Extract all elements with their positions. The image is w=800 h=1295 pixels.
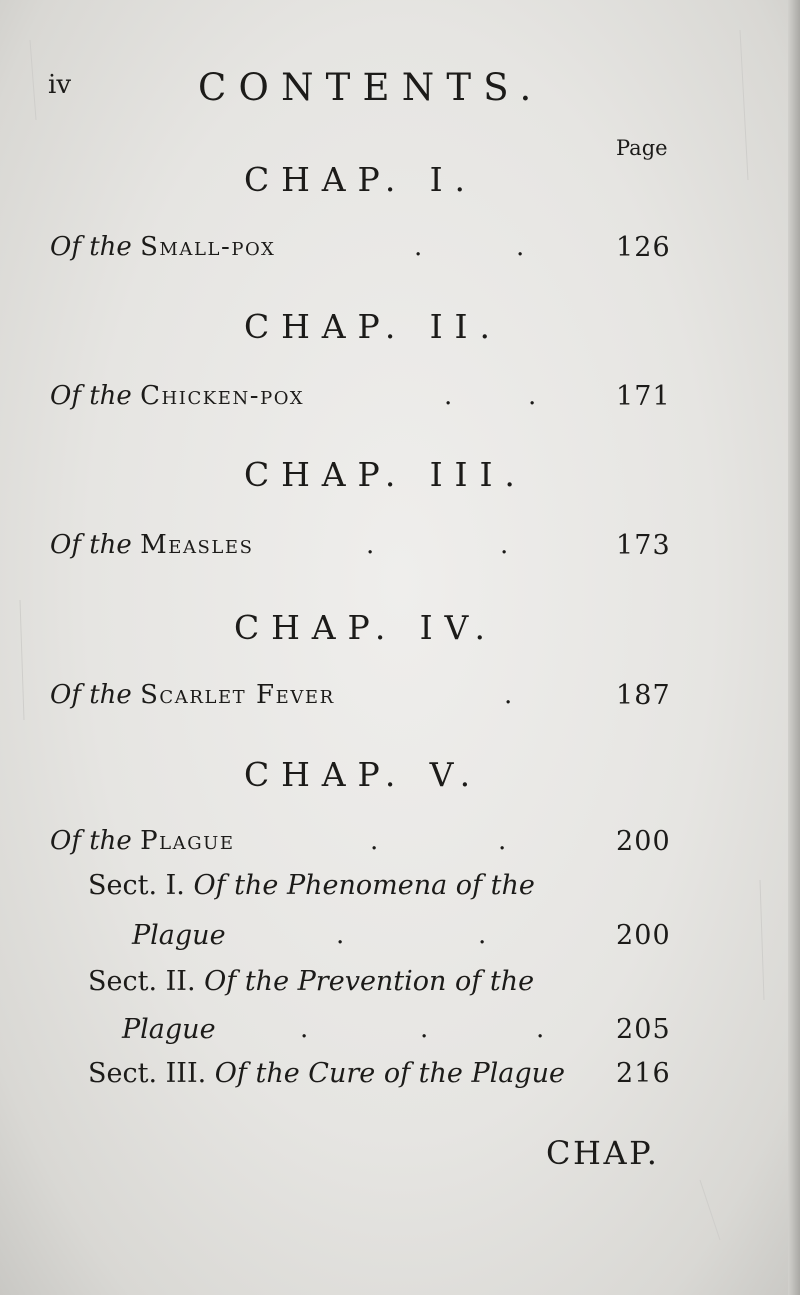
page-edge-shadow — [788, 0, 800, 1295]
leader-dot: . — [336, 920, 345, 950]
entry-title: Scarlet Fever — [140, 680, 335, 710]
leader-dot: . — [498, 826, 507, 856]
toc-entry — [50, 232, 275, 262]
entry-title: Measles — [140, 530, 254, 560]
entry-page-number: 187 — [616, 680, 671, 711]
section-label: Sect. II. — [88, 966, 196, 997]
entry-title: Chicken-pox — [140, 381, 305, 411]
leader-dot: . — [536, 1014, 545, 1044]
entry-prefix: Of the — [50, 680, 132, 710]
section-entry-continuation — [122, 1014, 216, 1045]
section-title-continued: Plague — [122, 1014, 216, 1045]
chapter-heading: CHAP. IV. — [234, 608, 497, 647]
leader-dot: . — [500, 530, 509, 560]
leader-dot: . — [444, 381, 453, 411]
entry-page-number: 171 — [616, 381, 671, 412]
toc-entry — [50, 826, 235, 856]
section-entry — [88, 1058, 565, 1089]
section-entry — [88, 870, 535, 901]
page-column-label: Page — [616, 136, 668, 160]
section-entry — [88, 966, 534, 997]
toc-entry — [50, 680, 335, 710]
entry-page-number: 126 — [616, 232, 671, 263]
section-title: Of the Cure of the Plague — [214, 1058, 566, 1089]
leader-dot: . — [366, 530, 375, 560]
entry-page-number: 173 — [616, 530, 671, 561]
section-label: Sect. III. — [88, 1058, 207, 1089]
chapter-heading: CHAP. V. — [244, 755, 482, 794]
leader-dot: . — [420, 1014, 429, 1044]
chapter-heading: CHAP. II. — [244, 307, 502, 346]
section-page-number: 216 — [616, 1058, 671, 1089]
page-number: iv — [48, 70, 72, 100]
running-head-title: CONTENTS. — [198, 66, 544, 109]
leader-dot: . — [300, 1014, 309, 1044]
entry-prefix: Of the — [50, 530, 132, 560]
entry-title: Plague — [140, 826, 235, 856]
toc-entry — [50, 530, 254, 560]
toc-entry — [50, 381, 304, 411]
entry-page-number: 200 — [616, 826, 671, 857]
entry-title: Small-pox — [140, 232, 276, 262]
section-label: Sect. I. — [88, 870, 185, 901]
chapter-heading: CHAP. I. — [244, 160, 477, 199]
section-title: Of the Prevention of the — [204, 966, 535, 997]
section-title: Of the Phenomena of the — [193, 870, 535, 901]
section-page-number: 200 — [616, 920, 671, 951]
leader-dot: . — [516, 232, 525, 262]
section-title-continued: Plague — [132, 920, 226, 951]
entry-prefix: Of the — [50, 381, 132, 411]
leader-dot: . — [414, 232, 423, 262]
leader-dot: . — [478, 920, 487, 950]
leader-dot: . — [504, 680, 513, 710]
catchword: CHAP. — [546, 1134, 660, 1172]
chapter-heading: CHAP. III. — [244, 455, 527, 494]
entry-prefix: Of the — [50, 826, 132, 856]
leader-dot: . — [370, 826, 379, 856]
section-page-number: 205 — [616, 1014, 671, 1045]
entry-prefix: Of the — [50, 232, 132, 262]
leader-dot: . — [528, 381, 537, 411]
section-entry-continuation — [132, 920, 226, 951]
